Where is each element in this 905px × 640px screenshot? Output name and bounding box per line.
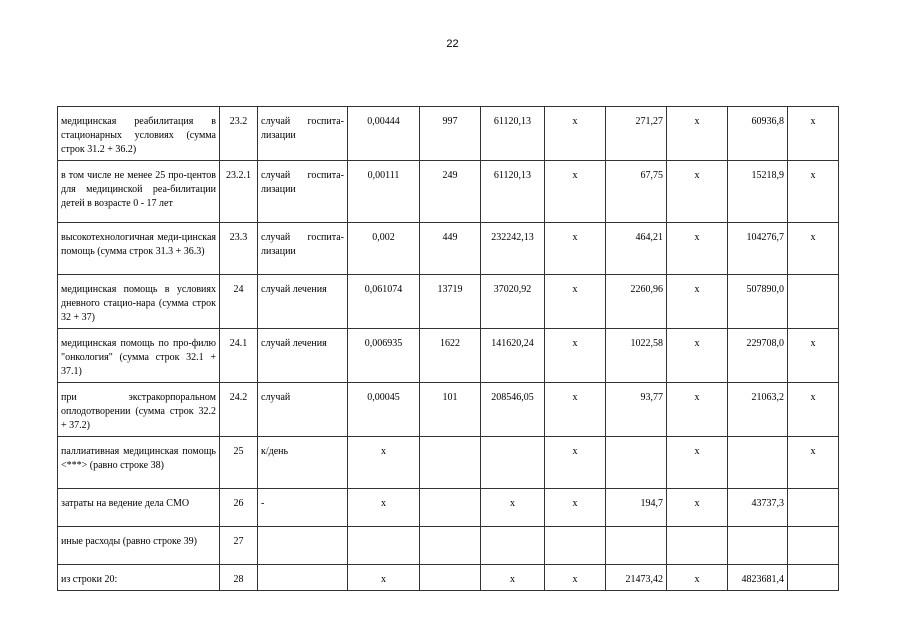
cell-unit: случай [258,383,348,437]
cell-col11 [788,489,839,527]
cell-col11: х [788,107,839,161]
cell-per-capita: 2260,96 [606,275,667,329]
table-row [58,489,839,527]
cell-total: 60936,8 [728,107,788,161]
cell-row-number: 23.3 [220,223,258,275]
cell-row-number: 24.2 [220,383,258,437]
cell-unit: случай госпита-лизации [258,107,348,161]
cell-col11 [788,275,839,329]
cell-row-number: 26 [220,489,258,527]
cell-col11: х [788,223,839,275]
table-row [58,329,839,383]
cell-volume [420,437,481,489]
cell-col11: х [788,329,839,383]
cell-norm-volume: 0,00111 [348,161,420,223]
cell-col9: х [667,565,728,591]
cell-per-capita: 464,21 [606,223,667,275]
cell-per-capita: 271,27 [606,107,667,161]
cell-norm-volume: 0,061074 [348,275,420,329]
cell-col9: х [667,329,728,383]
cell-indicator-name: медицинская реабилитация в стационарных условиях (сумма строк 31.2 + 36.2) [58,107,220,161]
cell-per-capita [606,527,667,565]
cell-cost-per-unit [481,527,545,565]
cell-indicator-name: медицинская помощь в условиях дневного стацио-нара (сумма строк 32 + 37) [58,275,220,329]
table-row [58,437,839,489]
cell-volume: 249 [420,161,481,223]
cell-per-capita: 67,75 [606,161,667,223]
table-row [58,161,839,223]
cell-row-number: 23.2.1 [220,161,258,223]
cell-unit: случай лечения [258,329,348,383]
cell-total: 507890,0 [728,275,788,329]
cell-col11: х [788,161,839,223]
cell-col9 [667,527,728,565]
cell-per-capita [606,437,667,489]
cell-col11 [788,565,839,591]
cell-col7: х [545,489,606,527]
cell-norm-volume [348,527,420,565]
cell-cost-per-unit: 232242,13 [481,223,545,275]
cell-col9: х [667,107,728,161]
cell-col9: х [667,489,728,527]
cell-volume: 13719 [420,275,481,329]
cell-volume: 1622 [420,329,481,383]
cell-norm-volume: 0,002 [348,223,420,275]
cell-indicator-name: из строки 20: [58,565,220,591]
cell-col7: х [545,107,606,161]
cell-col11 [788,527,839,565]
cell-volume: 997 [420,107,481,161]
cell-volume [420,527,481,565]
cell-cost-per-unit: 141620,24 [481,329,545,383]
cell-row-number: 23.2 [220,107,258,161]
cell-total: 104276,7 [728,223,788,275]
cell-per-capita: 1022,58 [606,329,667,383]
cell-unit: к/день [258,437,348,489]
cell-unit [258,527,348,565]
cell-row-number: 25 [220,437,258,489]
cell-total [728,437,788,489]
cell-col7: х [545,383,606,437]
cell-unit: случай лечения [258,275,348,329]
cell-indicator-name: при экстракорпоральном оплодотворении (сумма строк 32.2 + 37.2) [58,383,220,437]
table-row [58,107,839,161]
cell-indicator-name: затраты на ведение дела СМО [58,489,220,527]
table-row [58,565,839,591]
cell-col7 [545,527,606,565]
cell-norm-volume: 0,00045 [348,383,420,437]
cell-col9: х [667,437,728,489]
cell-norm-volume: х [348,489,420,527]
cell-cost-per-unit: 208546,05 [481,383,545,437]
cell-col9: х [667,383,728,437]
cell-unit: случай госпита-лизации [258,223,348,275]
cell-col7: х [545,223,606,275]
cell-unit: - [258,489,348,527]
cell-col11: х [788,437,839,489]
cell-total [728,527,788,565]
data-table [57,106,839,591]
cell-col7: х [545,275,606,329]
table-row [58,383,839,437]
cell-per-capita: 194,7 [606,489,667,527]
cell-unit [258,565,348,591]
cell-indicator-name: медицинская помощь по про-филю "онкология" (сумма строк 32.1 + 37.1) [58,329,220,383]
cell-cost-per-unit: х [481,565,545,591]
cell-per-capita: 21473,42 [606,565,667,591]
cell-unit: случай госпита-лизации [258,161,348,223]
cell-cost-per-unit: 61120,13 [481,161,545,223]
cell-indicator-name: паллиативная медицинская помощь <***> (равно строке 38) [58,437,220,489]
cell-col9: х [667,275,728,329]
cell-cost-per-unit: 37020,92 [481,275,545,329]
cell-volume: 449 [420,223,481,275]
cell-col9: х [667,161,728,223]
cell-row-number: 24 [220,275,258,329]
cell-norm-volume: 0,00444 [348,107,420,161]
cell-per-capita: 93,77 [606,383,667,437]
table-row [58,275,839,329]
cell-row-number: 24.1 [220,329,258,383]
table-body [58,107,839,591]
cell-norm-volume: х [348,437,420,489]
cell-total: 15218,9 [728,161,788,223]
cell-row-number: 27 [220,527,258,565]
cell-indicator-name: в том числе не менее 25 про-центов для медицинской реа-билитации детей в возрасте 0 - 17 лет [58,161,220,223]
cell-col7: х [545,437,606,489]
cell-indicator-name: иные расходы (равно строке 39) [58,527,220,565]
cell-cost-per-unit [481,437,545,489]
cell-volume [420,489,481,527]
cell-norm-volume: 0,006935 [348,329,420,383]
page-number: 22 [446,38,459,50]
cell-col9: х [667,223,728,275]
cell-col7: х [545,565,606,591]
cell-total: 43737,3 [728,489,788,527]
table-row [58,527,839,565]
cell-total: 4823681,4 [728,565,788,591]
cell-total: 21063,2 [728,383,788,437]
cell-cost-per-unit: 61120,13 [481,107,545,161]
cell-volume: 101 [420,383,481,437]
table-row [58,223,839,275]
cell-col7: х [545,161,606,223]
cell-col11: х [788,383,839,437]
cell-cost-per-unit: х [481,489,545,527]
cell-norm-volume: х [348,565,420,591]
cell-total: 229708,0 [728,329,788,383]
cell-volume [420,565,481,591]
cell-col7: х [545,329,606,383]
cell-indicator-name: высокотехнологичная меди-цинская помощь (сумма строк 31.3 + 36.3) [58,223,220,275]
cell-row-number: 28 [220,565,258,591]
